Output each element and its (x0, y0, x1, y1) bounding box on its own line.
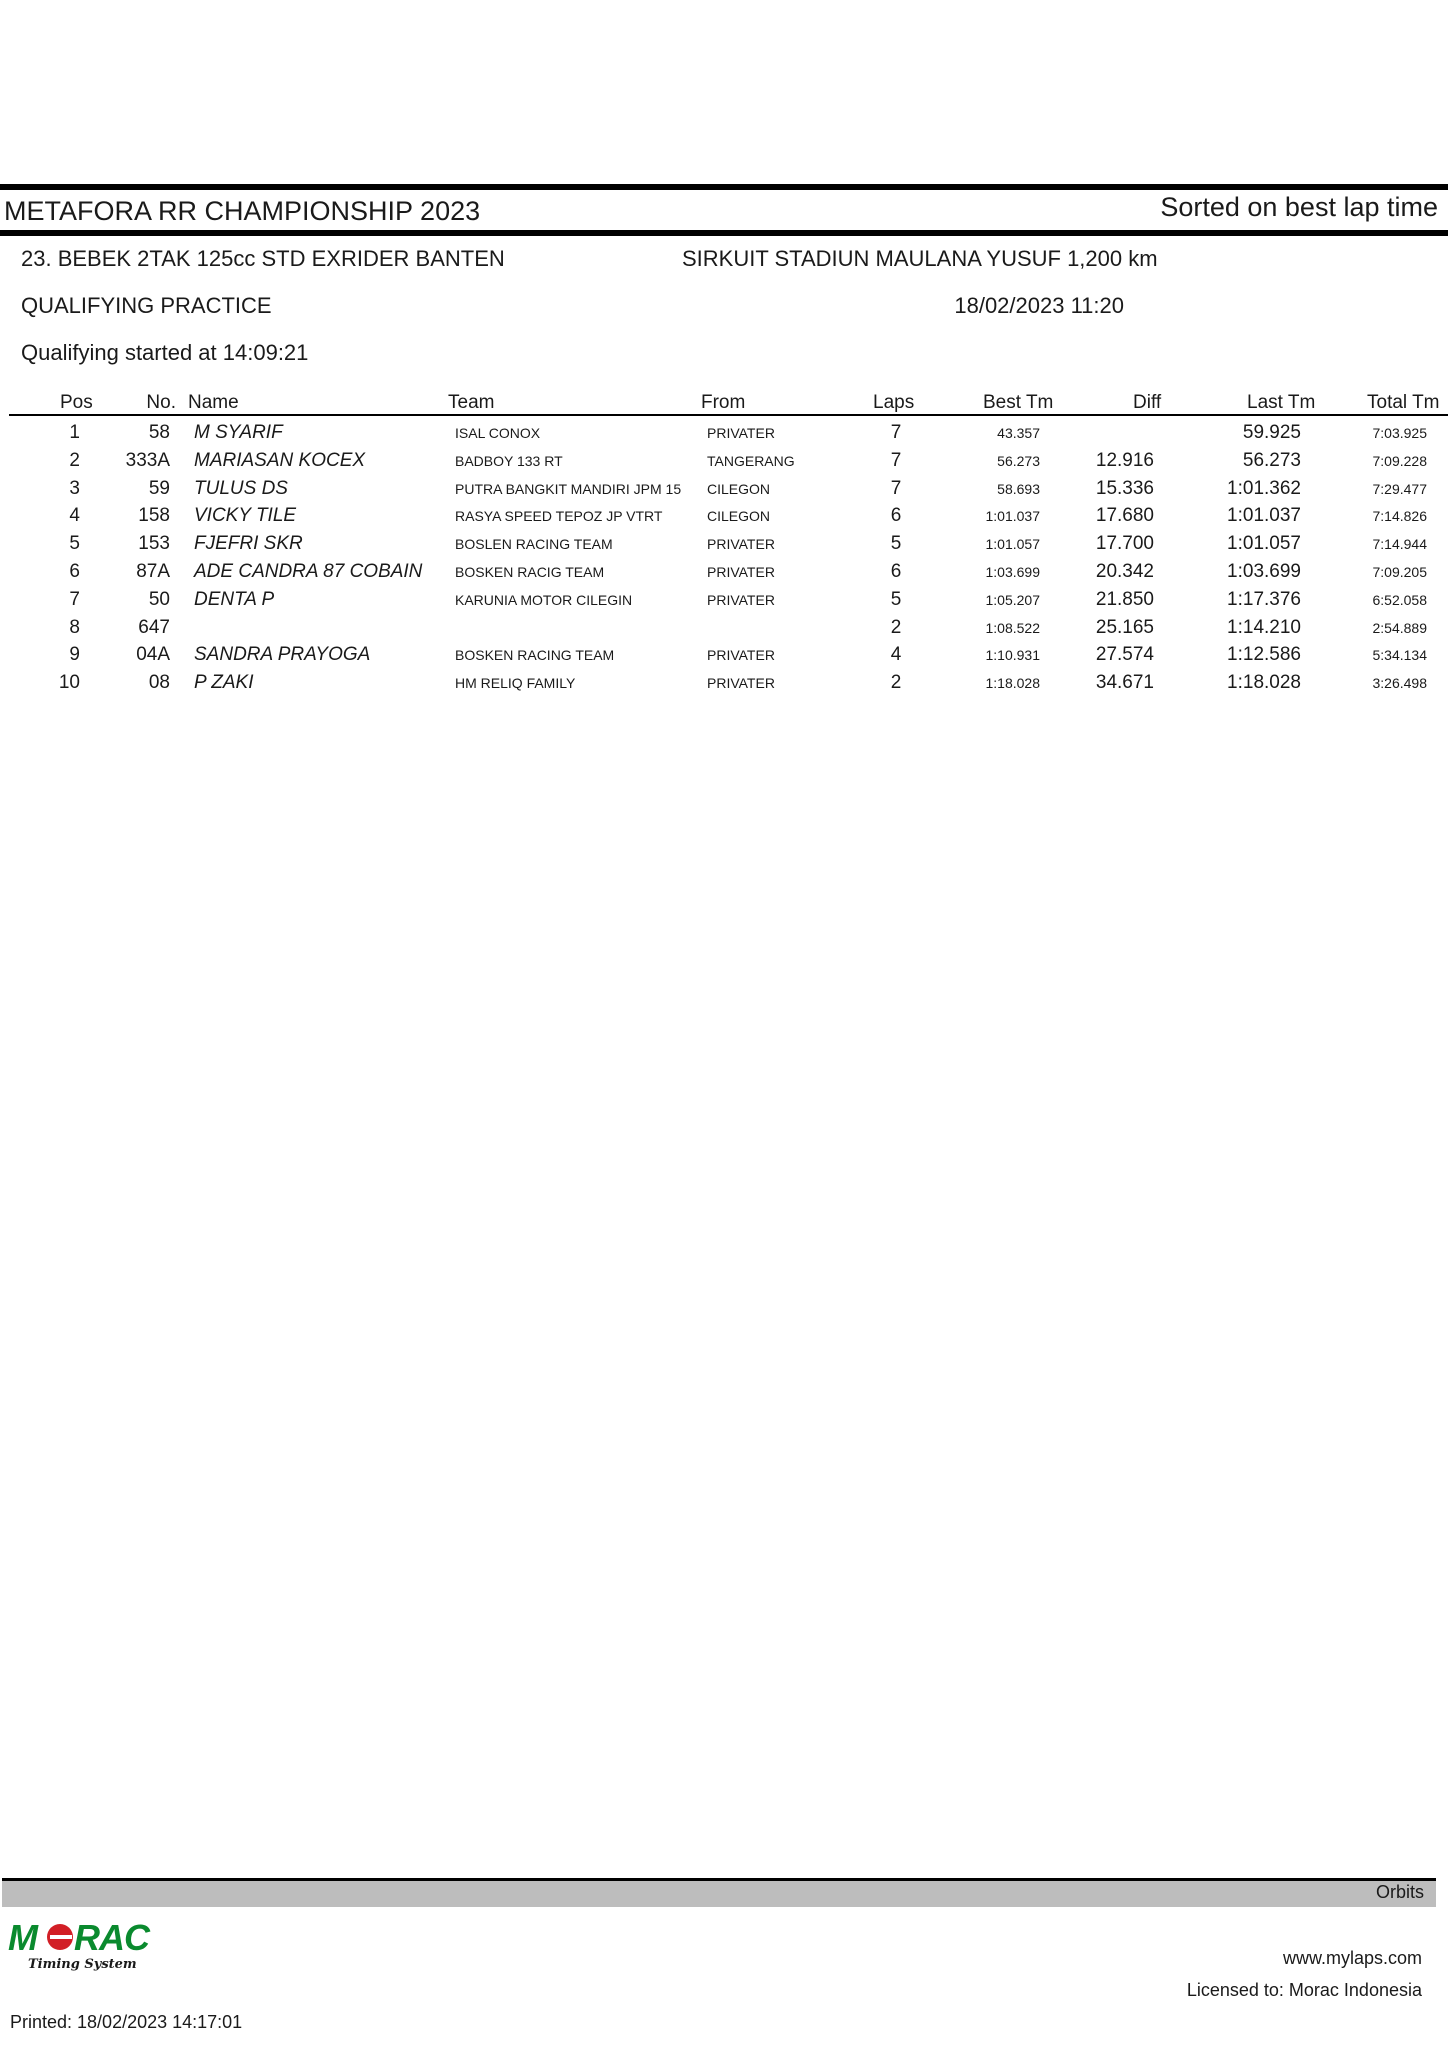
cell-best: 1:10.931 (985, 647, 1040, 664)
cell-pos: 5 (69, 533, 80, 555)
cell-last: 1:03.699 (1227, 561, 1301, 582)
col-team: Team (448, 392, 495, 413)
cell-name: P ZAKI (194, 672, 254, 694)
cell-no: 333A (125, 449, 170, 471)
license-text: Licensed to: Morac Indonesia (1186, 1980, 1422, 2000)
cell-pos: 3 (69, 477, 80, 499)
cell-name: ADE CANDRA 87 COBAIN (194, 561, 423, 582)
cell-from: PRIVATER (707, 591, 775, 608)
cell-team: PUTRA BANGKIT MANDIRI JPM 15 (455, 480, 682, 497)
printed-time: Printed: 18/02/2023 14:17:01 (10, 2012, 243, 2032)
cell-laps: 5 (890, 533, 902, 555)
cell-diff: 20.342 (1095, 561, 1154, 582)
cell-from: PRIVATER (707, 647, 775, 664)
cell-best: 1:18.028 (985, 675, 1040, 692)
col-best: Best Tm (983, 392, 1054, 413)
cell-last: 56.273 (1242, 449, 1301, 471)
cell-name: MARIASAN KOCEX (194, 449, 366, 471)
circuit-name: SIRKUIT STADIUN MAULANA YUSUF 1,200 km (682, 246, 1158, 271)
svg-text:RAC: RAC (74, 1917, 149, 1958)
orbits-label: Orbits (1375, 1882, 1424, 1902)
cell-laps: 7 (890, 449, 902, 471)
cell-best: 1:08.522 (985, 619, 1040, 636)
cell-team: KARUNIA MOTOR CILEGIN (455, 591, 633, 608)
cell-last: 1:01.362 (1227, 477, 1301, 499)
cell-total: 7:09.205 (1372, 564, 1427, 580)
cell-last: 1:01.037 (1227, 505, 1301, 527)
cell-from: PRIVATER (707, 425, 775, 441)
cell-total: 7:03.925 (1372, 425, 1427, 441)
cell-laps: 6 (890, 561, 902, 582)
cell-total: 2:54.889 (1372, 619, 1427, 636)
col-name: Name (188, 392, 239, 413)
col-total: Total Tm (1367, 392, 1440, 413)
cell-total: 7:09.228 (1372, 452, 1427, 469)
cell-name: VICKY TILE (194, 505, 297, 527)
cell-from: CILEGON (707, 508, 771, 525)
cell-name: DENTA P (194, 588, 275, 610)
cell-best: 43.357 (997, 425, 1040, 441)
cell-diff: 25.165 (1095, 616, 1154, 638)
cell-best: 1:03.699 (985, 564, 1040, 580)
cell-last: 59.925 (1242, 422, 1301, 443)
cell-no: 158 (138, 505, 170, 527)
cell-no: 50 (148, 588, 170, 610)
cell-best: 56.273 (997, 452, 1040, 469)
cell-laps: 2 (890, 616, 902, 638)
cell-laps: 5 (890, 588, 902, 610)
cell-laps: 6 (890, 505, 902, 527)
cell-diff: 27.574 (1095, 644, 1154, 666)
cell-pos: 7 (69, 588, 80, 610)
cell-last: 1:18.028 (1227, 672, 1301, 694)
col-no: No. (146, 392, 176, 413)
cell-total: 7:29.477 (1372, 480, 1427, 497)
cell-pos: 9 (69, 644, 80, 666)
cell-laps: 4 (890, 644, 902, 666)
cell-team: BOSKEN RACIG TEAM (455, 564, 605, 580)
class-title: 23. BEBEK 2TAK 125cc STD EXRIDER BANTEN (21, 246, 505, 271)
col-laps: Laps (873, 392, 915, 413)
cell-team: BOSLEN RACING TEAM (455, 536, 613, 553)
cell-from: TANGERANG (707, 452, 795, 469)
mylaps-url: www.mylaps.com (1282, 1948, 1422, 1968)
cell-last: 1:01.057 (1227, 533, 1301, 555)
cell-last: 1:14.210 (1227, 616, 1301, 638)
session-datetime: 18/02/2023 11:20 (954, 293, 1124, 318)
col-last: Last Tm (1247, 392, 1316, 413)
cell-total: 5:34.134 (1372, 647, 1427, 664)
cell-team: HM RELIQ FAMILY (455, 675, 576, 692)
svg-text:Timing System: Timing System (28, 1957, 137, 1972)
cell-total: 6:52.058 (1372, 591, 1427, 608)
footer-band (2, 1878, 1436, 1907)
session-name: QUALIFYING PRACTICE (21, 293, 272, 318)
cell-diff: 17.680 (1095, 505, 1154, 527)
cell-team: BOSKEN RACING TEAM (455, 647, 615, 664)
morac-logo (6, 1914, 166, 1972)
cell-pos: 8 (69, 616, 80, 638)
cell-total: 7:14.944 (1372, 536, 1427, 553)
cell-pos: 10 (58, 672, 80, 694)
cell-no: 153 (138, 533, 170, 555)
cell-diff: 21.850 (1095, 588, 1154, 610)
cell-laps: 7 (890, 477, 902, 499)
cell-team: RASYA SPEED TEPOZ JP VTRT (455, 508, 663, 525)
cell-diff: 17.700 (1095, 533, 1154, 555)
svg-text:M: M (8, 1917, 37, 1958)
cell-last: 1:12.586 (1227, 644, 1301, 666)
cell-pos: 1 (69, 422, 80, 443)
cell-last: 1:17.376 (1227, 588, 1301, 610)
title-bottom-rule (0, 230, 1448, 236)
championship-title: METAFORA RR CHAMPIONSHIP 2023 (4, 196, 481, 226)
cell-total: 3:26.498 (1372, 675, 1427, 692)
cell-team: BADBOY 133 RT (455, 452, 563, 469)
top-rule (0, 184, 1448, 190)
col-pos: Pos (60, 392, 93, 413)
cell-from: PRIVATER (707, 675, 775, 692)
cell-team: ISAL CONOX (455, 425, 541, 441)
cell-best: 58.693 (997, 480, 1040, 497)
header-rule (9, 414, 1448, 416)
col-from: From (701, 392, 746, 413)
cell-best: 1:01.057 (985, 536, 1040, 553)
cell-diff: 34.671 (1095, 672, 1154, 694)
cell-name: M SYARIF (194, 422, 283, 443)
cell-best: 1:05.207 (985, 591, 1040, 608)
session-start: Qualifying started at 14:09:21 (21, 340, 309, 365)
cell-pos: 6 (69, 561, 80, 582)
cell-laps: 7 (890, 422, 902, 443)
cell-diff: 12.916 (1095, 449, 1154, 471)
cell-name: FJEFRI SKR (194, 533, 303, 555)
cell-total: 7:14.826 (1372, 508, 1427, 525)
cell-from: PRIVATER (707, 536, 775, 553)
cell-best: 1:01.037 (985, 508, 1040, 525)
col-diff: Diff (1133, 392, 1162, 413)
cell-from: CILEGON (707, 480, 771, 497)
cell-no: 87A (136, 561, 170, 582)
cell-name: SANDRA PRAYOGA (194, 644, 371, 666)
cell-pos: 2 (69, 449, 80, 471)
sort-note: Sorted on best lap time (1160, 192, 1438, 222)
cell-from: PRIVATER (707, 564, 775, 580)
cell-no: 59 (148, 477, 170, 499)
cell-no: 58 (148, 422, 170, 443)
cell-no: 08 (148, 672, 170, 694)
cell-no: 04A (136, 644, 170, 666)
cell-diff: 15.336 (1095, 477, 1154, 499)
cell-no: 647 (138, 616, 170, 638)
cell-pos: 4 (69, 505, 80, 527)
cell-laps: 2 (890, 672, 902, 694)
cell-name: TULUS DS (194, 477, 288, 499)
